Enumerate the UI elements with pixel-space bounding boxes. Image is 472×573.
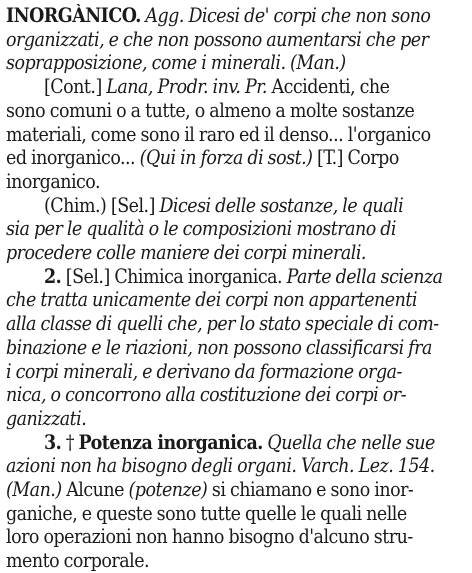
sense-term: Potenza inorganica.	[78, 430, 263, 454]
definition-text: Parte della scienza	[286, 264, 443, 288]
sense-number: 2.	[44, 264, 62, 288]
quotation-text: materiali, come sono il raro ed il denso... l'organico	[6, 122, 431, 146]
text-line	[6, 265, 466, 289]
citation: (Man.)	[6, 478, 62, 502]
definition-text: Quella che nelle sue	[267, 430, 435, 454]
part-of-speech: Agg.	[145, 4, 184, 27]
definition-text: nica, o concorrono alla costituzione dei corpi or-	[6, 383, 406, 407]
text-line	[6, 478, 466, 502]
quotation-text: si chiamano e sono inor-	[211, 478, 414, 502]
quotation-text: ganiche, e queste sono tutte quelle le quali nelle	[6, 501, 407, 525]
definition-text: sia per le qualità o le composizioni mostrano di	[6, 217, 396, 241]
definition-text: Dicesi de' corpi che non sono	[188, 4, 431, 27]
definition-text: ganizzati.	[6, 406, 87, 430]
usage-tag: [T.] Corpo	[316, 146, 399, 170]
definition-text: soprapposizione, come i minerali. (Man.)	[6, 51, 346, 75]
text-line	[6, 146, 466, 170]
quotation-text: ed inorganico...	[6, 146, 136, 170]
definition-text: azioni non ha bisogno degli organi. Varch. Lez. 154.	[6, 454, 435, 478]
sense-number: 3.	[44, 430, 62, 454]
editorial-note: (potenze)	[128, 478, 208, 502]
chemistry-sense	[6, 194, 466, 265]
citation: Lana, Prodr. inv. Pr.	[106, 75, 267, 99]
contemporary-example	[6, 75, 466, 194]
definition-text: che tratta unicamente dei corpi non appartenenti	[6, 288, 417, 312]
definition-text: procedere colle maniere dei corpi minerali.	[6, 241, 366, 265]
sense-2	[6, 265, 466, 431]
usage-tag: (Chim.) [Sel.]	[44, 193, 155, 217]
quotation-text: sono comuni o a tutte, o almeno a molte sostanze	[6, 98, 415, 122]
obsolete-mark: †	[65, 430, 74, 454]
definition-text: i corpi minerali, e derivano da formazione orga-	[6, 359, 402, 383]
quotation-text: mento corporale.	[6, 549, 150, 573]
definition-text: organizzati, e che non possono aumentarsi che per	[6, 27, 429, 51]
entry-headword: INORGÀNICO.	[6, 4, 141, 27]
text-line	[6, 194, 466, 218]
sense-3	[6, 431, 466, 573]
editorial-note: (Qui in forza di sost.)	[139, 146, 313, 170]
definition-text: Dicesi delle sostanze, le quali	[159, 193, 404, 217]
quotation-text: Alcune	[66, 478, 124, 502]
usage-tag: [Sel.]	[65, 264, 110, 288]
definition-text: binazione e le riazioni, non possono classificarsi fra	[6, 335, 432, 359]
text-line	[6, 4, 466, 28]
sense-term: Chimica inorganica.	[114, 264, 283, 288]
entry-definition	[6, 4, 466, 75]
quotation-text: loro operazioni non hanno bisogno d'alcuno stru-	[6, 525, 413, 549]
text-line	[6, 75, 466, 99]
quotation-text: inorganico.	[6, 169, 100, 193]
usage-tag: [Cont.]	[44, 75, 102, 99]
text-line	[6, 431, 466, 455]
definition-text: alla classe di quelli che, per lo stato speciale di com-	[6, 312, 439, 336]
quotation-text: Accidenti, che	[271, 75, 390, 99]
